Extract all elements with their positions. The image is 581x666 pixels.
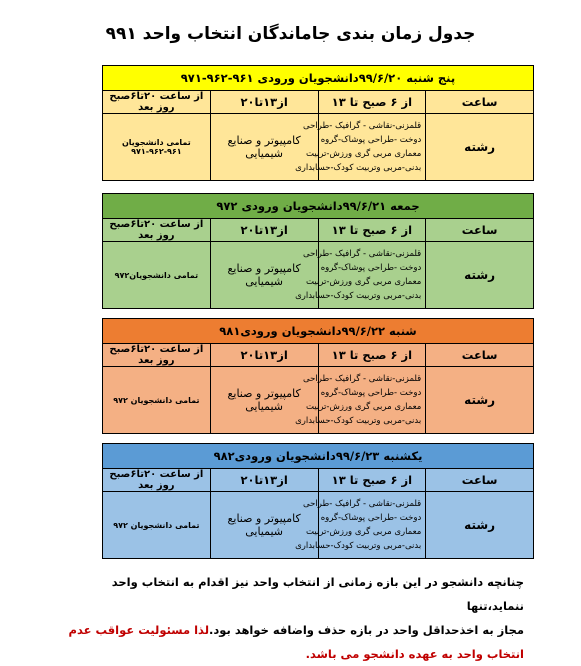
major-line: بدنی-مربی وتربیت کودک-حسابداری [295, 163, 422, 173]
night-fields: تمامی دانشجویان ۹۷۲ [103, 367, 211, 434]
time-slot-afternoon: از۱۳تا۲۰ [210, 219, 318, 242]
afternoon-fields: کامپیوتر و صنایع شیمیایی [210, 367, 318, 434]
majors-list [295, 242, 426, 309]
majors-list [295, 367, 426, 434]
field-label: رشته [426, 114, 534, 181]
major-line: بدنی-مربی وتربیت کودک-حسابداری [295, 291, 422, 301]
time-slot-night: از ساعت ۲۰تا۶صبح روز بعد [103, 469, 211, 492]
major-line: دوخت -طراحی پوشاک-گروه [320, 388, 422, 398]
major-line: دوخت -طراحی پوشاک-گروه [320, 135, 422, 145]
section-heading: جمعه ۹۹/۶/۲۱دانشجویان ورودی ۹۷۲ [103, 194, 534, 219]
night-fields: تمامی دانشجویان ۹۶۱-۹۶۲-۹۷۱ [103, 114, 211, 181]
time-slot-afternoon: از۱۳تا۲۰ [210, 91, 318, 114]
time-label: ساعت [426, 219, 534, 242]
major-line: دوخت -طراحی پوشاک-گروه [320, 513, 422, 523]
field-label: رشته [426, 492, 534, 559]
time-slot-afternoon: از۱۳تا۲۰ [210, 344, 318, 367]
major-line: معماری مربی گری ورزش-تربیت [306, 149, 422, 159]
night-fields: تمامی دانشجویان۹۷۲ [103, 242, 211, 309]
section-heading: شنبه ۹۹/۶/۲۲دانشجویان ورودی۹۸۱ [103, 319, 534, 344]
schedule-section-saturday [102, 318, 534, 434]
night-fields: تمامی دانشجویان ۹۷۲ [103, 492, 211, 559]
time-slot-afternoon: از۱۳تا۲۰ [210, 469, 318, 492]
time-slot-morning: از ۶ صبح تا ۱۳ [318, 469, 426, 492]
schedule-table [102, 193, 534, 309]
time-label: ساعت [426, 91, 534, 114]
schedule-table [102, 318, 534, 434]
note-line-2-warning: لذا مسئولیت عواقب عدم [68, 623, 210, 637]
schedule-section-friday [102, 193, 534, 309]
note-line-3: انتخاب واحد به عهده دانشجو می باشد. [305, 647, 524, 661]
major-line: دوخت -طراحی پوشاک-گروه [320, 263, 422, 273]
field-label: رشته [426, 367, 534, 434]
major-line: معماری مربی گری ورزش-تربیت [306, 527, 422, 537]
warning-note [60, 570, 524, 666]
major-line: قلمزنی-نقاشی - گرافیک -طراحی [303, 249, 422, 259]
schedule-table [102, 65, 534, 181]
time-slot-night: از ساعت ۲۰تا۶صبح روز بعد [103, 219, 211, 242]
majors-list [295, 114, 426, 181]
time-label: ساعت [426, 469, 534, 492]
field-label: رشته [426, 242, 534, 309]
note-line-2-text: مجاز به اخذحداقل واحد در بازه حذف واضافه خواهد بود. [209, 623, 524, 637]
page-title: جدول زمان بندی جاماندگان انتخاب واحد ۹۹۱ [105, 24, 476, 44]
note-line-1: چنانچه دانشجو در این بازه زمانی از انتخاب واحد نیز اقدام به انتخاب واحد ننماید،تنها [111, 575, 524, 613]
major-line: قلمزنی-نقاشی - گرافیک -طراحی [303, 374, 422, 384]
section-heading: پنج شنبه ۹۹/۶/۲۰دانشجویان ورودی ۹۶۱-۹۶۲-۹۷۱ [103, 66, 534, 91]
schedule-table [102, 443, 534, 559]
time-label: ساعت [426, 344, 534, 367]
note-line-2 [60, 618, 524, 642]
major-line: قلمزنی-نقاشی - گرافیک -طراحی [303, 121, 422, 131]
schedule-section-thursday [102, 65, 534, 181]
schedule-section-sunday [102, 443, 534, 559]
major-line: بدنی-مربی وتربیت کودک-حسابداری [295, 416, 422, 426]
time-slot-morning: از ۶ صبح تا ۱۳ [318, 219, 426, 242]
major-line: بدنی-مربی وتربیت کودک-حسابداری [295, 541, 422, 551]
major-line: معماری مربی گری ورزش-تربیت [306, 402, 422, 412]
afternoon-fields: کامپیوتر و صنایع شیمیایی [210, 492, 318, 559]
afternoon-fields: کامپیوتر و صنایع شیمیایی [210, 114, 318, 181]
majors-list [295, 492, 426, 559]
afternoon-fields: کامپیوتر و صنایع شیمیایی [210, 242, 318, 309]
time-slot-night: از ساعت ۲۰تا۶صبح روز بعد [103, 91, 211, 114]
major-line: معماری مربی گری ورزش-تربیت [306, 277, 422, 287]
section-heading: یکشنبه ۹۹/۶/۲۳دانشجویان ورودی۹۸۲ [103, 444, 534, 469]
time-slot-morning: از ۶ صبح تا ۱۳ [318, 91, 426, 114]
time-slot-night: از ساعت ۲۰تا۶صبح روز بعد [103, 344, 211, 367]
time-slot-morning: از ۶ صبح تا ۱۳ [318, 344, 426, 367]
major-line: قلمزنی-نقاشی - گرافیک -طراحی [303, 499, 422, 509]
